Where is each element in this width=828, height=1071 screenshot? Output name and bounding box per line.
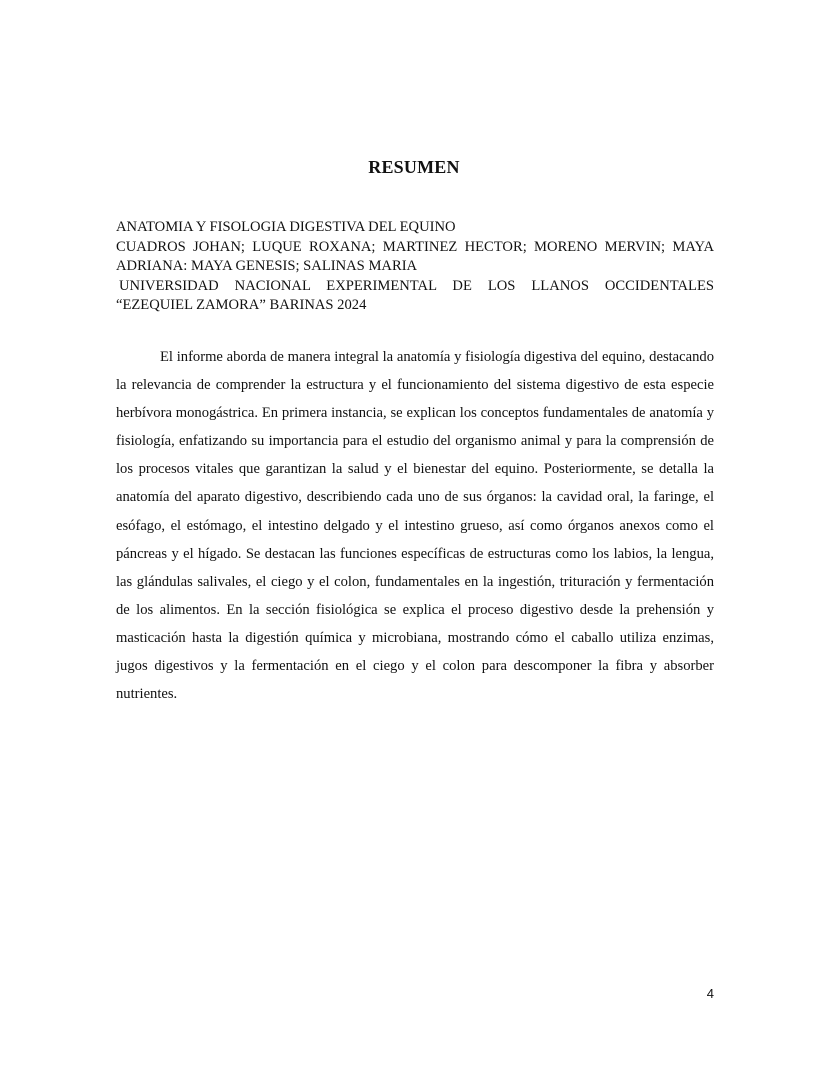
page-number: 4 bbox=[706, 986, 714, 1001]
authors-line-2: ADRIANA: MAYA GENESIS; SALINAS MARIA bbox=[116, 258, 418, 274]
header-block bbox=[116, 218, 714, 316]
abstract-paragraph: El informe aborda de manera integral la anatomía y fisiología digestiva del equino, destacando la relevancia de comprender la estructura y el funcionamiento del sistema digestivo de esta especie herbívora monogástrica. En primera instancia, se explican los conceptos fundamentales de anatomía y fisiología, enfatizando su importancia para el estudio del organismo animal y para la comprensión de los procesos vitales que garantizan la salud y el bienestar del equino. Posteriormente, se detalla la anatomía del aparato digestivo, describiendo cada uno de sus órganos: la cavidad oral, la faringe, el esófago, el estómago, el intestino delgado y el intestino grueso, así como órganos anexos como el páncreas y el hígado. Se destacan las funciones específicas de estructuras como los labios, la lengua, las glándulas salivales, el ciego y el colon, fundamentales en la ingestión, trituración y fermentación de los alimentos. En la sección fisiológica se explica el proceso digestivo desde la prehensión y masticación hasta la digestión química y microbiana, mostrando cómo el caballo utiliza enzimas, jugos digestivos y la fermentación en el ciego y el colon para descomponer la fibra y absorber nutrientes. bbox=[116, 349, 714, 703]
page-title: RESUMEN bbox=[368, 157, 460, 177]
university-name: UNIVERSIDAD NACIONAL EXPERIMENTAL DE LOS LLANOS OCCIDENTALES bbox=[119, 277, 714, 294]
university-subtitle: “EZEQUIEL ZAMORA” BARINAS 2024 bbox=[116, 297, 367, 313]
report-title: ANATOMIA Y FISOLOGIA DIGESTIVA DEL EQUINO bbox=[116, 219, 456, 235]
authors-line-1: CUADROS JOHAN; LUQUE ROXANA; MARTINEZ HECTOR; MORENO MERVIN; MAYA bbox=[116, 238, 714, 255]
